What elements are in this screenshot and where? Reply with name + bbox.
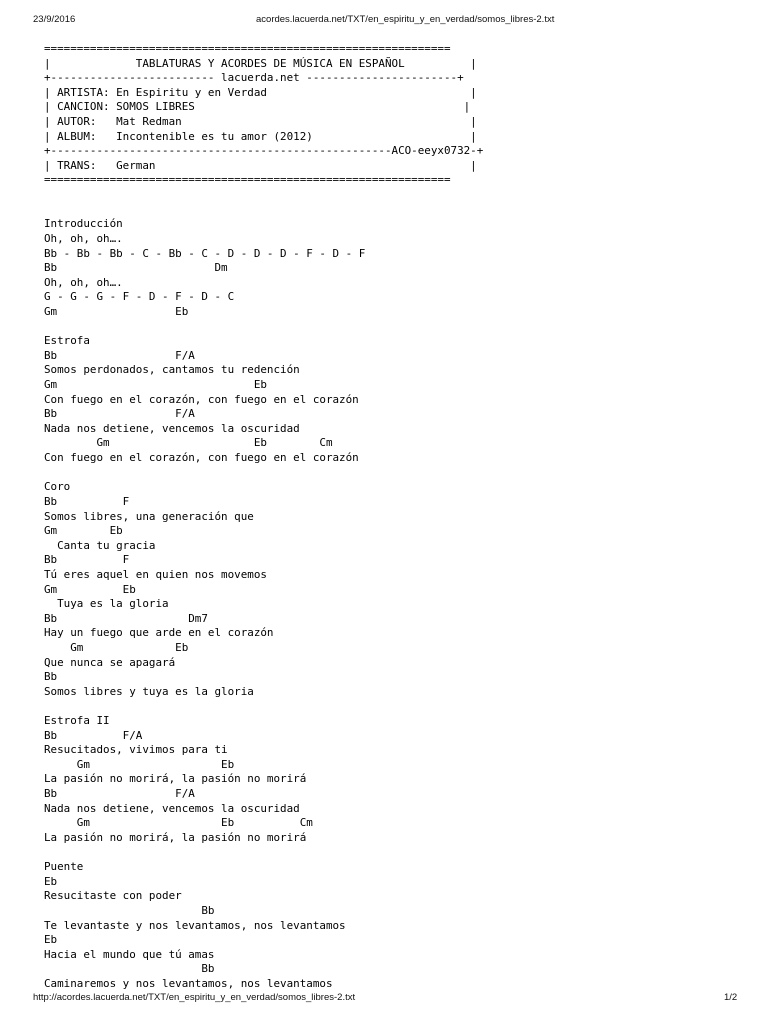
song-line: Con fuego en el corazón, con fuego en el corazón [44, 451, 359, 465]
song-line: Gm Eb [44, 378, 267, 392]
song-line [44, 203, 744, 218]
song-line [44, 320, 744, 335]
song-line: Bb [44, 962, 215, 976]
page-number: 1/2 [724, 992, 738, 1003]
song-line: Estrofa II [44, 714, 110, 728]
song-line: Gm Eb [44, 304, 189, 318]
song-line: Somos libres, una generación que [44, 509, 254, 523]
info-box-line: | ARTISTA: En Espiritu y en Verdad | [44, 85, 477, 99]
song-line: Hacia el mundo que tú amas [44, 947, 215, 961]
song-line: Nada nos detiene, vencemos la oscuridad [44, 801, 300, 815]
song-line: Canta tu gracia [44, 538, 156, 552]
song-line: Que nunca se apagará [44, 655, 176, 669]
song-line: Nada nos detiene, vencemos la oscuridad [44, 421, 300, 435]
song-line: Gm Eb [44, 640, 189, 654]
info-box-line: ============================================================== [44, 42, 451, 55]
song-line [44, 699, 744, 714]
song-line: Coro [44, 480, 71, 494]
info-box-line: | TABLATURAS Y ACORDES DE MÚSICA EN ESPAÑOL | [44, 56, 477, 70]
document-body [44, 42, 744, 992]
song-line: Bb [44, 670, 58, 684]
print-header [0, 14, 768, 30]
song-line: Bb F/A [44, 787, 195, 801]
song-line: Te levantaste y nos levantamos, nos levantamos [44, 918, 346, 932]
song-info-box [44, 42, 744, 188]
song-line: Eb [44, 874, 58, 888]
song-line: Resucitaste con poder [44, 889, 182, 903]
song-text [44, 188, 744, 992]
song-line: Caminaremos y nos levantamos, nos levantamos [44, 977, 333, 990]
info-box-line: +------------------------- lacuerda.net -----------------------+ [44, 71, 464, 85]
song-line: La pasión no morirá, la pasión no morirá [44, 830, 307, 844]
info-box-line: +----------------------------------------------------ACO-eeyx0732-+ [44, 144, 484, 158]
song-line: Bb Dm [44, 261, 228, 275]
song-line: Bb Dm7 [44, 611, 208, 625]
info-box-line: | ALBUM: Incontenible es tu amor (2012) | [44, 129, 477, 143]
song-line: Puente [44, 860, 84, 874]
song-line: Oh, oh, oh…. [44, 275, 123, 289]
song-line: Somos perdonados, cantamos tu redención [44, 363, 300, 377]
print-footer [0, 992, 768, 1008]
song-line: Bb F [44, 494, 130, 508]
song-line [44, 846, 744, 861]
song-line [44, 466, 744, 481]
song-line: Gm Eb [44, 757, 235, 771]
song-line: Tuya es la gloria [44, 597, 169, 611]
song-line: Tú eres aquel en quien nos movemos [44, 567, 267, 581]
song-line: Bb F/A [44, 728, 143, 742]
song-line: La pasión no morirá, la pasión no morirá [44, 772, 307, 786]
info-box-line: | AUTOR: Mat Redman | [44, 115, 477, 129]
print-header-url: acordes.lacuerda.net/TXT/en_espiritu_y_en_verdad/somos_libres-2.txt [256, 14, 555, 25]
info-box-line: | TRANS: German | [44, 158, 477, 172]
print-date: 23/9/2016 [33, 14, 76, 25]
song-line: Bb [44, 903, 215, 917]
info-box-line: ============================================================== [44, 173, 451, 187]
song-line [44, 188, 744, 203]
song-line: Gm Eb Cm [44, 436, 333, 450]
info-box-line: | CANCION: SOMOS LIBRES | [44, 100, 471, 114]
song-line: Gm Eb [44, 582, 136, 596]
song-line: G - G - G - F - D - F - D - C [44, 290, 235, 304]
song-line: Eb [44, 933, 58, 947]
song-line: Introducción [44, 217, 123, 231]
print-footer-url: http://acordes.lacuerda.net/TXT/en_espiritu_y_en_verdad/somos_libres-2.txt [33, 992, 356, 1003]
song-line: Hay un fuego que arde en el corazón [44, 626, 274, 640]
song-line: Bb F/A [44, 407, 195, 421]
song-line: Estrofa [44, 334, 90, 348]
song-line: Oh, oh, oh…. [44, 231, 123, 245]
song-line: Con fuego en el corazón, con fuego en el corazón [44, 392, 359, 406]
song-line: Resucitados, vivimos para ti [44, 743, 228, 757]
song-line: Gm Eb [44, 524, 123, 538]
song-line: Somos libres y tuya es la gloria [44, 684, 254, 698]
song-line: Bb - Bb - Bb - C - Bb - C - D - D - D - F - D - F [44, 246, 366, 260]
song-line: Bb F [44, 553, 130, 567]
song-line: Gm Eb Cm [44, 816, 313, 830]
song-line: Bb F/A [44, 348, 195, 362]
